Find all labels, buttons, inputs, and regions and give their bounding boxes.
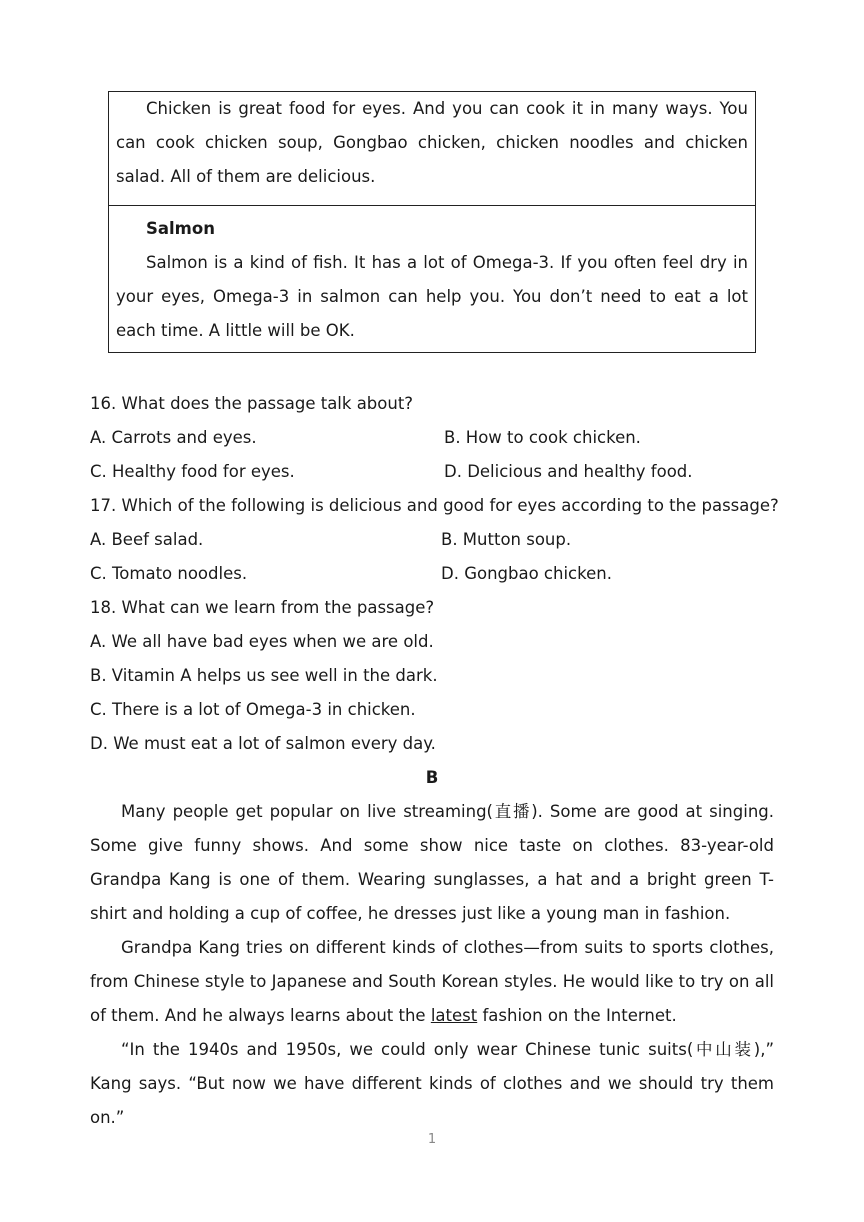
q18-option-c: C. There is a lot of Omega-3 in chicken.	[90, 700, 416, 719]
section-b-paragraph-1: Many people get popular on live streaming(直播). Some are good at singing. Some give funny shows. And some show nice taste on clothes. 83-year-old Grandpa Kang is one of them. Wearing sunglasses, a hat and a bright green T-shirt and holding a cup of coffee, he dresses just like a young man in fashion.	[90, 802, 774, 923]
q16-question: 16. What does the passage talk about?	[90, 394, 414, 413]
underlined-word: latest	[430, 1006, 478, 1025]
q16-options-row2	[90, 455, 774, 489]
chicken-paragraph: Chicken is great food for eyes. And you can cook it in many ways. You can cook chicken soup, Gongbao chicken, chicken noodles and chicken salad. All of them are delicious.	[116, 99, 748, 186]
q16-option-c: C. Healthy food for eyes.	[90, 462, 295, 481]
q18-option-b: B. Vitamin A helps us see well in the dark.	[90, 666, 438, 685]
q16-option-b: B. How to cook chicken.	[444, 428, 641, 447]
q16-option-a: A. Carrots and eyes.	[90, 428, 257, 447]
page-number: 1	[427, 1132, 437, 1147]
q17-options-row2	[90, 557, 774, 591]
p2-before: Grandpa Kang tries on different kinds of clothes—from suits to sports clothes, from Chinese style to Japanese and South Korean styles. He would like to try on all of them. And he always learns about the	[90, 938, 774, 1025]
q17-option-b: B. Mutton soup.	[441, 530, 572, 549]
q16-option-d: D. Delicious and healthy food.	[444, 462, 693, 481]
q16-options-row1	[90, 421, 774, 455]
q17-option-d: D. Gongbao chicken.	[441, 564, 612, 583]
salmon-title: Salmon	[146, 219, 215, 238]
q17-option-a: A. Beef salad.	[90, 530, 204, 549]
q18-option-d: D. We must eat a lot of salmon every day.	[90, 734, 436, 753]
salmon-box	[108, 205, 756, 353]
q18-question: 18. What can we learn from the passage?	[90, 598, 435, 617]
section-b-paragraph-3: “In the 1940s and 1950s, we could only wear Chinese tunic suits(中山装),” Kang says. “But now we have different kinds of clothes and we should try them on.”	[90, 1040, 774, 1127]
q17-options-row1	[90, 523, 774, 557]
section-b-paragraph-2	[90, 931, 774, 1033]
q18-option-a: A. We all have bad eyes when we are old.	[90, 632, 434, 651]
q17-option-c: C. Tomato noodles.	[90, 564, 248, 583]
questions	[90, 387, 779, 1135]
q17-question: 17. Which of the following is delicious and good for eyes according to the passage?	[90, 496, 779, 515]
chicken-box	[108, 91, 756, 206]
section-b-heading: B	[425, 768, 439, 787]
p2-after: fashion on the Internet.	[477, 1006, 677, 1025]
salmon-paragraph: Salmon is a kind of fish. It has a lot of Omega-3. If you often feel dry in your eyes, Omega-3 in salmon can help you. You don’t need to eat a lot each time. A little will be OK.	[116, 253, 748, 340]
